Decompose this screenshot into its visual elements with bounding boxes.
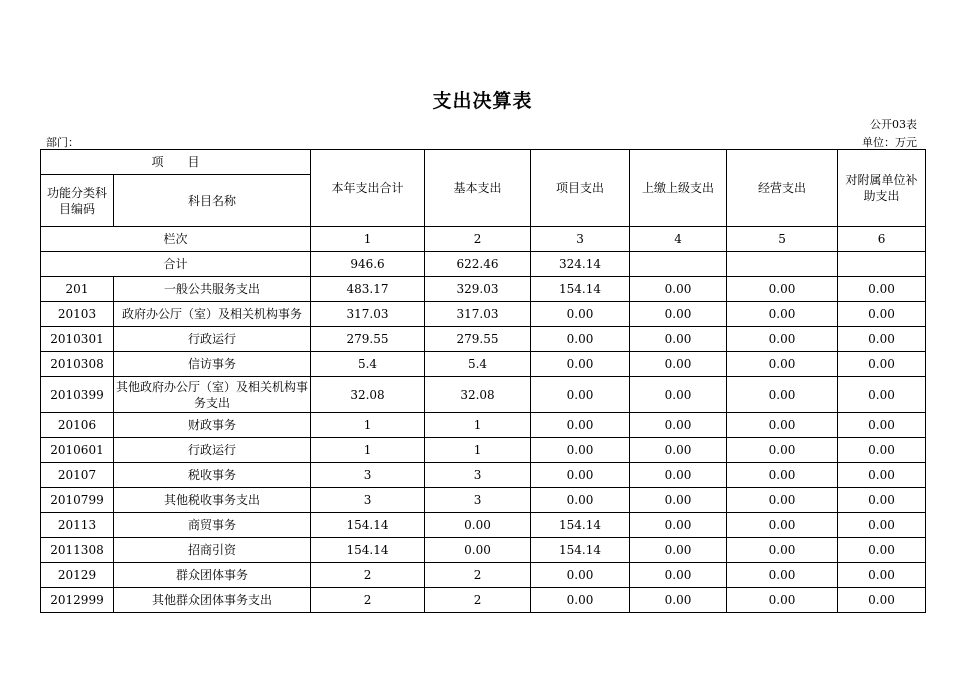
amount-cell: 0.00: [630, 277, 727, 302]
amount-cell: 0.00: [838, 413, 926, 438]
subject-code: 20113: [41, 513, 114, 538]
table-row: [41, 352, 926, 377]
subject-code: 20103: [41, 302, 114, 327]
column-number: 1: [311, 227, 425, 252]
amount-cell: 2: [425, 588, 531, 613]
subject-name: 商贸事务: [114, 513, 311, 538]
amount-cell: 3: [311, 488, 425, 513]
amount-cell: 5.4: [311, 352, 425, 377]
total-label: 合计: [41, 252, 311, 277]
table-row: [41, 538, 926, 563]
amount-cell: 0.00: [531, 463, 630, 488]
table-row: [41, 488, 926, 513]
amount-cell: 0.00: [531, 302, 630, 327]
amount-cell: 0.00: [630, 413, 727, 438]
subject-code: 2010301: [41, 327, 114, 352]
page-title: 支出决算表: [432, 90, 533, 112]
subject-code: 2010799: [41, 488, 114, 513]
table-row: [41, 302, 926, 327]
amount-cell: 154.14: [531, 538, 630, 563]
total-row: [41, 252, 926, 277]
subject-name: 信访事务: [114, 352, 311, 377]
amount-cell: 0.00: [838, 588, 926, 613]
header-subsidy: 对附属单位补助支出: [838, 150, 926, 227]
total-cell: [838, 252, 926, 277]
amount-cell: 0.00: [838, 513, 926, 538]
header-business: 经营支出: [727, 150, 838, 227]
department-label: 部门：: [46, 136, 79, 149]
subject-name: 行政运行: [114, 327, 311, 352]
subject-code: 20129: [41, 563, 114, 588]
amount-cell: 329.03: [425, 277, 531, 302]
total-cell: 622.46: [425, 252, 531, 277]
subject-code: 2011308: [41, 538, 114, 563]
amount-cell: 154.14: [311, 513, 425, 538]
subject-name: 政府办公厅（室）及相关机构事务: [114, 302, 311, 327]
amount-cell: 0.00: [630, 327, 727, 352]
amount-cell: 0.00: [531, 438, 630, 463]
total-cell: 324.14: [531, 252, 630, 277]
amount-cell: 1: [425, 413, 531, 438]
header-basic: 基本支出: [425, 150, 531, 227]
amount-cell: 3: [425, 463, 531, 488]
amount-cell: 0.00: [630, 438, 727, 463]
header-project: 项目支出: [531, 150, 630, 227]
subject-name: 其他税收事务支出: [114, 488, 311, 513]
table-number: 公开03表: [870, 118, 917, 131]
amount-cell: 0.00: [838, 538, 926, 563]
amount-cell: 0.00: [838, 438, 926, 463]
subject-code: 20107: [41, 463, 114, 488]
amount-cell: 2: [425, 563, 531, 588]
amount-cell: 0.00: [838, 563, 926, 588]
amount-cell: 0.00: [531, 377, 630, 413]
amount-cell: 154.14: [531, 277, 630, 302]
amount-cell: 0.00: [727, 463, 838, 488]
table-row: [41, 588, 926, 613]
amount-cell: 0.00: [727, 277, 838, 302]
column-number-label: 栏次: [41, 227, 311, 252]
amount-cell: 0.00: [727, 513, 838, 538]
amount-cell: 0.00: [838, 277, 926, 302]
subject-name: 其他政府办公厅（室）及相关机构事务支出: [114, 377, 311, 413]
header-name: 科目名称: [114, 175, 311, 227]
amount-cell: 32.08: [311, 377, 425, 413]
amount-cell: 0.00: [727, 302, 838, 327]
amount-cell: 0.00: [727, 563, 838, 588]
table-row: [41, 277, 926, 302]
subject-code: 201: [41, 277, 114, 302]
total-cell: [630, 252, 727, 277]
table-row: [41, 438, 926, 463]
amount-cell: 0.00: [727, 488, 838, 513]
total-cell: [727, 252, 838, 277]
header-total: 本年支出合计: [311, 150, 425, 227]
expenditure-table: [40, 149, 926, 613]
amount-cell: 154.14: [311, 538, 425, 563]
amount-cell: 0.00: [838, 352, 926, 377]
unit-label: 单位：万元: [862, 136, 917, 149]
amount-cell: 0.00: [727, 327, 838, 352]
amount-cell: 0.00: [531, 588, 630, 613]
amount-cell: 317.03: [425, 302, 531, 327]
amount-cell: 0.00: [630, 538, 727, 563]
amount-cell: 0.00: [838, 302, 926, 327]
amount-cell: 154.14: [531, 513, 630, 538]
amount-cell: 32.08: [425, 377, 531, 413]
amount-cell: 2: [311, 588, 425, 613]
subject-name: 一般公共服务支出: [114, 277, 311, 302]
column-number: 2: [425, 227, 531, 252]
amount-cell: 0.00: [630, 463, 727, 488]
column-number: 3: [531, 227, 630, 252]
amount-cell: 5.4: [425, 352, 531, 377]
subject-code: 2010399: [41, 377, 114, 413]
column-number: 5: [727, 227, 838, 252]
amount-cell: 0.00: [630, 352, 727, 377]
amount-cell: 0.00: [727, 352, 838, 377]
amount-cell: 3: [425, 488, 531, 513]
amount-cell: 0.00: [531, 488, 630, 513]
amount-cell: 0.00: [630, 513, 727, 538]
header-code: 功能分类科目编码: [41, 175, 114, 227]
table-row: [41, 327, 926, 352]
amount-cell: 0.00: [838, 377, 926, 413]
total-cell: 946.6: [311, 252, 425, 277]
amount-cell: 0.00: [531, 413, 630, 438]
column-number: 6: [838, 227, 926, 252]
amount-cell: 279.55: [425, 327, 531, 352]
amount-cell: 3: [311, 463, 425, 488]
amount-cell: 0.00: [425, 513, 531, 538]
amount-cell: 0.00: [630, 488, 727, 513]
amount-cell: 0.00: [727, 588, 838, 613]
amount-cell: 2: [311, 563, 425, 588]
subject-name: 税收事务: [114, 463, 311, 488]
subject-name: 财政事务: [114, 413, 311, 438]
amount-cell: 1: [311, 413, 425, 438]
subject-code: 20106: [41, 413, 114, 438]
amount-cell: 0.00: [838, 463, 926, 488]
amount-cell: 0.00: [838, 327, 926, 352]
amount-cell: 279.55: [311, 327, 425, 352]
table-row: [41, 513, 926, 538]
table-row: [41, 463, 926, 488]
amount-cell: 0.00: [531, 563, 630, 588]
table-row: [41, 563, 926, 588]
amount-cell: 0.00: [727, 438, 838, 463]
subject-name: 行政运行: [114, 438, 311, 463]
subject-name: 招商引资: [114, 538, 311, 563]
subject-code: 2010601: [41, 438, 114, 463]
amount-cell: 0.00: [727, 538, 838, 563]
table-row: [41, 413, 926, 438]
amount-cell: 0.00: [630, 302, 727, 327]
amount-cell: 0.00: [838, 488, 926, 513]
amount-cell: 0.00: [727, 413, 838, 438]
amount-cell: 1: [425, 438, 531, 463]
subject-code: 2010308: [41, 352, 114, 377]
amount-cell: 0.00: [630, 588, 727, 613]
amount-cell: 0.00: [531, 352, 630, 377]
subject-code: 2012999: [41, 588, 114, 613]
amount-cell: 1: [311, 438, 425, 463]
column-number-row: [41, 227, 926, 252]
amount-cell: 0.00: [630, 377, 727, 413]
amount-cell: 483.17: [311, 277, 425, 302]
header-item: 项 目: [41, 150, 311, 175]
amount-cell: 0.00: [727, 377, 838, 413]
amount-cell: 0.00: [531, 327, 630, 352]
table-row: [41, 377, 926, 413]
amount-cell: 0.00: [425, 538, 531, 563]
column-number: 4: [630, 227, 727, 252]
amount-cell: 317.03: [311, 302, 425, 327]
subject-name: 其他群众团体事务支出: [114, 588, 311, 613]
amount-cell: 0.00: [630, 563, 727, 588]
subject-name: 群众团体事务: [114, 563, 311, 588]
header-upper: 上缴上级支出: [630, 150, 727, 227]
